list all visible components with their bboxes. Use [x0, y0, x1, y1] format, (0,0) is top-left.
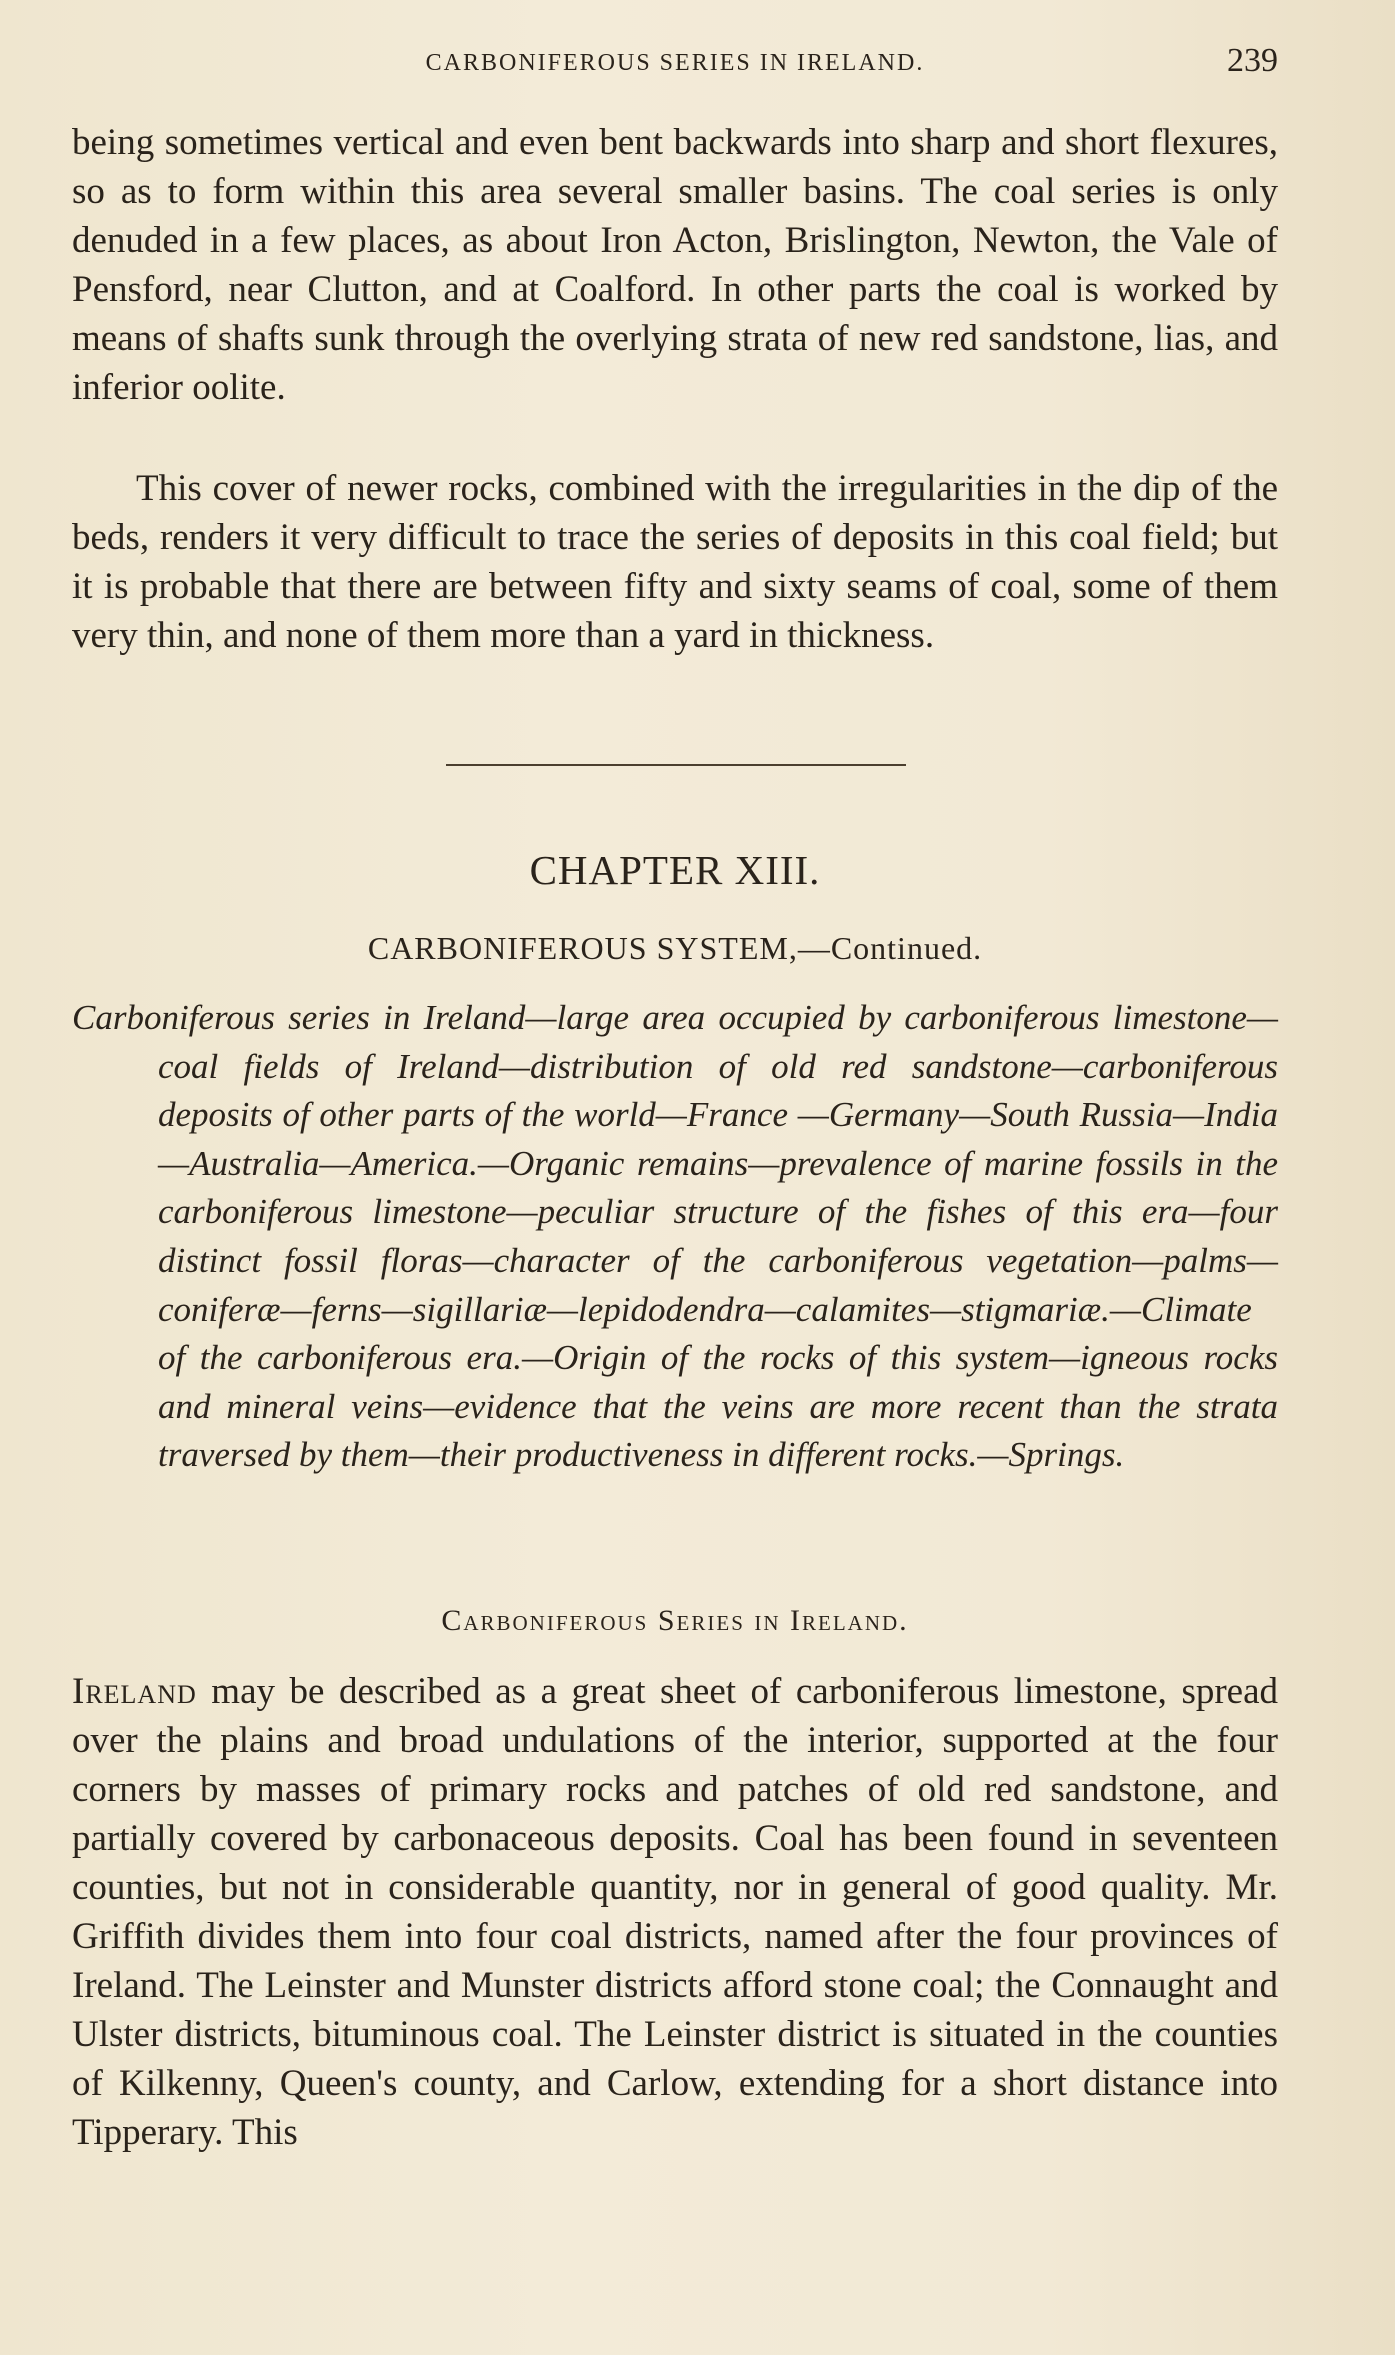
section-divider [446, 764, 906, 766]
paragraph-coal-field: This cover of newer rocks, combined with the irregularities in the dip of the beds, renders it very difficult to trace the series of deposits in this coal field; but it is probable that there are between fifty and sixty seams of coal, some of them very thin, and none of them more than a yard in thickness. [72, 468, 1278, 656]
chapter-heading: CHAPTER XIII. [529, 847, 821, 893]
paragraph-ireland [72, 1667, 1278, 2157]
lead-word: Ireland [72, 1671, 197, 1712]
chapter-subtitle: CARBONIFEROUS SYSTEM,—Continued. [367, 930, 983, 966]
page-number: 239 [1227, 42, 1278, 79]
section-heading: Carboniferous Series in Ireland. [441, 1604, 909, 1637]
page-header [72, 42, 1278, 82]
paragraph-ireland-text: may be described as a great sheet of carboniferous limestone, spread over the plains and broad undulations of the interior, supported at the four corners by masses of primary rocks and patches of old red sandstone, and partially covered by carbonaceous deposits. Coal has been found in seventeen counties, but not in considerable quantity, nor in general of good quality. Mr. Griffith divides them into four coal districts, named after the four provinces of Ireland. The Leinster and Munster districts afford stone coal; the Connaught and Ulster districts, bituminous coal. The Leinster district is situated in the counties of Kilkenny, Queen's county, and Carlow, extending for a short distance into Tipperary. This [72, 1671, 1279, 2153]
chapter-summary: Carboniferous series in Ireland—large area occupied by carboniferous limestone—coal fields of Ireland—distribution of old red sandstone—carboniferous deposits of other parts of the world—France —Germany—South Russia—India—Australia—America.—Organic remains—prevalence of marine fossils in the carboniferous limestone—peculiar structure of the fishes of this era—four distinct fossil floras—character of the carboniferous vegetation—palms—coniferæ—ferns—sigillariæ—lepidodendra—calamites—stigmariæ.—Climate of the carboniferous era.—Origin of the rocks of this system—igneous rocks and mineral veins—evidence that the veins are more recent than the strata traversed by them—their productiveness in different rocks.—Springs. [72, 998, 1278, 1475]
paragraph-continuation: being sometimes vertical and even bent backwards into sharp and short flexures, so as to form within this area several smaller basins. The coal series is only denuded in a few places, as about Iron Acton, Brislington, Newton, the Vale of Pensford, near Clutton, and at Coalford. In other parts the coal is worked by means of shafts sunk through the overlying strata of new red sandstone, lias, and inferior oolite. [72, 122, 1278, 408]
running-title: CARBONIFEROUS SERIES IN IRELAND. [425, 50, 925, 76]
